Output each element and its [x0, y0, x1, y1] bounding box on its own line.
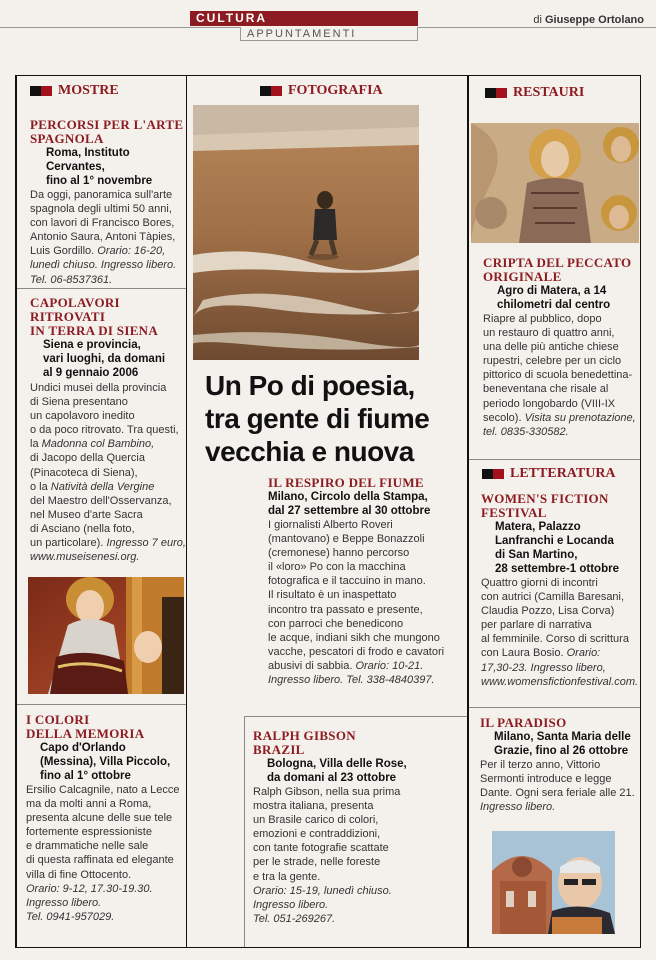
divider-letteratura	[469, 707, 640, 708]
divider-foto-bottom	[244, 716, 467, 717]
river-photo-image	[193, 105, 419, 360]
sermonti-photo-image	[492, 831, 615, 934]
fotografia-item-gibson	[253, 729, 465, 926]
item-text: Ralph Gibson, nella sua prima mostra italiana, presenta un Brasile carico di colori, emozioni e contraddizioni, con tante fotografie scattate per le strade, nelle foreste e tra la gente. Orario: 15-19, lunedì chiuso. Ingresso libero. Tel. 051-269267.	[253, 786, 401, 925]
section-marker-icon	[485, 88, 507, 98]
section-tag: CULTURA	[190, 11, 418, 26]
section-header-restauri: RESTAURI	[485, 85, 584, 101]
frame-bottom	[15, 947, 641, 948]
item-title: IL PARADISO	[480, 715, 567, 730]
divider-mostre-2	[17, 704, 186, 705]
frame-right	[640, 75, 641, 947]
frame-col1	[186, 75, 187, 947]
letteratura-item-festival	[481, 492, 639, 689]
section-header-letteratura: LETTERATURA	[482, 466, 616, 482]
section-marker-icon	[30, 86, 52, 96]
item-title: WOMEN'S FICTION FESTIVAL	[481, 491, 609, 520]
item-title: I COLORI DELLA MEMORIA	[26, 712, 145, 741]
item-location: Siena e provincia, vari luoghi, da domani al 9 gennaio 2006	[43, 339, 166, 379]
fotografia-item-respiro	[268, 476, 468, 687]
item-location: Agro di Matera, a 14 chilometri dal centro	[497, 285, 611, 311]
item-title: CRIPTA DEL PECCATO ORIGINALE	[483, 255, 632, 284]
painting-illustration	[28, 577, 184, 694]
item-location: Milano, Santa Maria delle Grazie, fino al 26 ottobre	[494, 731, 631, 757]
frame-left	[15, 75, 17, 947]
item-location: Bologna, Villa delle Rose, da domani al 23 ottobre	[267, 758, 407, 784]
section-header-fotografia: FOTOGRAFIA	[260, 83, 383, 99]
item-text: Undici musei della provincia di Siena presentano un capolavoro inedito o da poco ritrovato. Tra questi, la Madonna col Bambino, di Jacopo della Quercia (Pinacoteca di Siena), o la Natività della Vergine del Maestro dell'Osservanza, nel Museo d'arte Sacra di Asciano (nella foto, un particolare). Ingresso 7 euro, www.museisenesi.org.	[30, 382, 186, 564]
fresco-image	[471, 123, 639, 243]
item-text: Ersilio Calcagnile, nato a Lecce ma da molti anni a Roma, presenta alcune delle sue tele fortemente espressioniste e drammatiche nelle sale di questa raffinata ed elegante villa di fine Ottocento. Orario: 9-12, 17.30-19.30. Ingresso libero. Tel. 0941-957029.	[26, 784, 180, 923]
item-location: Capo d'Orlando (Messina), Villa Piccolo, fino al 1° ottobre	[40, 742, 171, 782]
item-text: I giornalisti Alberto Roveri (mantovano) e Beppe Bonazzoli (cremonese) hanno percorso il «loro» Po con la macchina fotografica e il taccuino in mano. Il risultato è un inaspettato incontro tra passato e presente, con parroci che benedicono le acque, indiani sikh che mungono vacche, pescatori di frodo e cavatori abusivi di sabbia. Orario: 10-21. Ingresso libero. Tel. 338-4840397.	[268, 519, 445, 687]
frame-top	[15, 75, 641, 76]
divider-mostre-1	[17, 288, 186, 289]
section-marker-icon	[260, 86, 282, 96]
item-text: Quattro giorni di incontri con autrici (Camilla Baresani, Claudia Pozzo, Lisa Corva) per parlare di narrativa al femminile. Corso di scrittura con Laura Bosio. Orario: 17,30-23. Ingresso libero, www.womensfictionfestival.com.	[481, 577, 639, 688]
item-text: Per il terzo anno, Vittorio Sermonti introduce e legge Dante. Ogni sera feriale alle 21. Ingresso libero.	[480, 759, 635, 814]
article-headline: Un Po di poesia, tra gente di fiume vecchia e nuova	[205, 370, 430, 467]
item-title: CAPOLAVORI RITROVATI IN TERRA DI SIENA	[30, 295, 159, 338]
mostre-item-capolavori	[30, 296, 186, 564]
item-text: Riapre al pubblico, dopo un restauro di quattro anni, una delle più antiche chiese rupestri, celebre per un ciclo pittorico di scuola benedettina- beneventana che risale al periodo longobardo (VIII-IX secolo). Visita su prenotazione, tel. 0835-330582.	[483, 313, 636, 438]
item-title: RALPH GIBSON BRAZIL	[253, 728, 356, 757]
letteratura-item-paradiso	[480, 716, 640, 814]
item-location: Milano, Circolo della Stampa, dal 27 settembre al 30 ottobre	[268, 491, 431, 517]
divider-restauri-letteratura	[469, 459, 640, 460]
fresco-illustration	[471, 123, 639, 243]
item-location: Roma, Instituto Cervantes, fino al 1° novembre	[46, 147, 153, 187]
item-location: Matera, Palazzo Lanfranchi e Locanda di San Martino, 28 settembre-1 ottobre	[495, 521, 619, 575]
item-text: Da oggi, panoramica sull'arte spagnola degli ultimi 50 anni, con lavori di Francisco Bores, Antonio Saura, Antoni Tàpies, Luis Gordillo. Orario: 16-20, lunedì chiuso. Ingresso libero. Tel. 06-8537361.	[30, 189, 177, 286]
byline: di Giuseppe Ortolano	[533, 14, 644, 26]
divider-foto-vertical	[244, 716, 245, 947]
portrait-church-illustration	[492, 831, 615, 934]
mostre-item-colori	[26, 713, 186, 924]
section-marker-icon	[482, 469, 504, 479]
madonna-painting-image	[28, 577, 184, 694]
item-title: IL RESPIRO DEL FIUME	[268, 475, 424, 490]
river-photo	[193, 105, 419, 360]
restauri-item-cripta	[483, 256, 639, 439]
author-name: Giuseppe Ortolano	[544, 14, 644, 26]
section-header-mostre: MOSTRE	[30, 83, 119, 99]
item-title: PERCORSI PER L'ARTE SPAGNOLA	[30, 117, 184, 146]
subsection-tag: APPUNTAMENTI	[240, 27, 418, 41]
mostre-item-percorsi	[30, 118, 186, 287]
